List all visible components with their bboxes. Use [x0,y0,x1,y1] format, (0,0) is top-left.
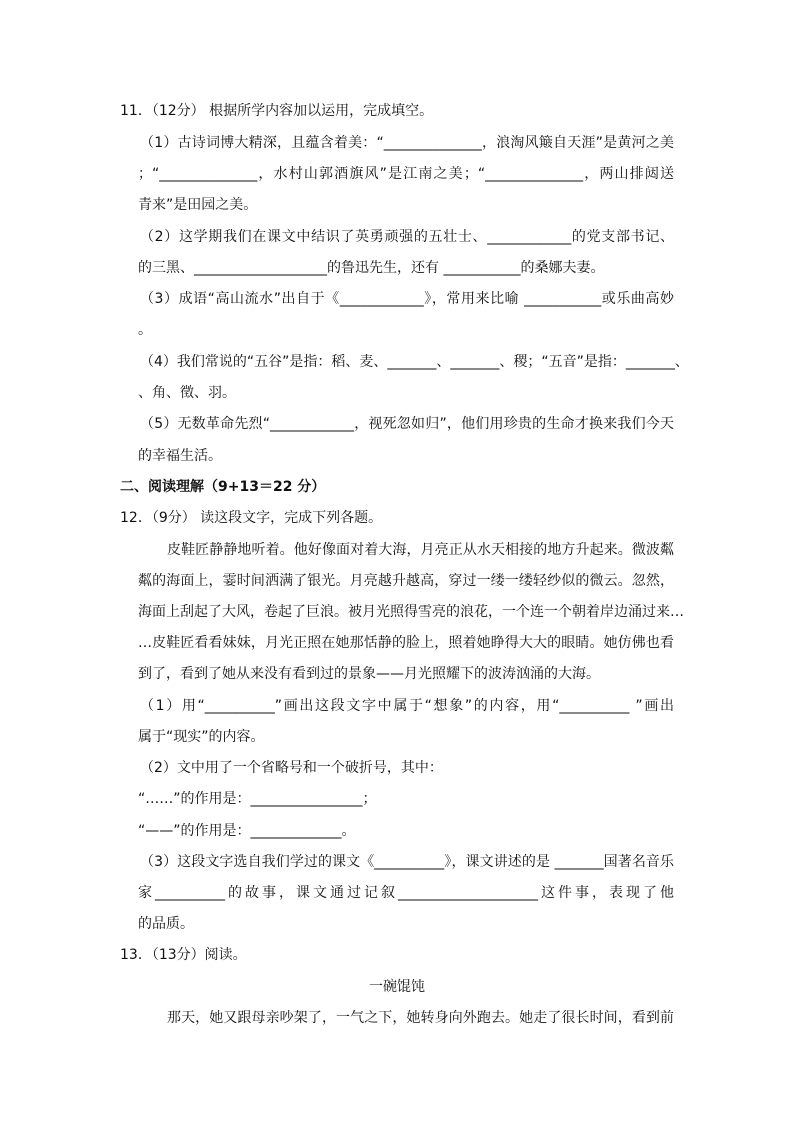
q12-item2-ellipsis: “……”的作用是：________________； [138,791,377,807]
passage-line-3: 海面上刮起了大风，卷起了巨浪。被月光照得雪亮的浪花，一个连一个朝着岸边涌过来… [138,604,684,620]
q11-item1-line2: ；“______________，水村山郭酒旗风”是江南之美；“______________，两山排闼送 [138,166,674,182]
passage-line-4: …皮鞋匠看看妹妹，月光正照在她那恬静的脸上，照着她睁得大大的眼睛。她仿佛也看 [138,635,674,651]
q11-item3-line1: （3）成语“高山流水”出自于《____________》，常用来比喻 ___________或乐曲高妙 [140,291,674,307]
q11-item5-line1: （5）无数革命先烈“____________，视死忽如归”，他们用珍贵的生命才换来我们今天 [140,416,674,432]
question-12-heading: 12．（9分） 读这段文字，完成下列各题。 [120,510,383,526]
q11-item1-line3: 青来”是田园之美。 [138,197,258,213]
passage-line-5: 到了，看到了她从来没有看到过的景象——月光照耀下的波涛汹涌的大海。 [138,666,600,682]
q11-item4-line2: 、角、徵、羽。 [138,385,236,401]
q11-item1-line1: （1）古诗词博大精深，且蕴含着美：“______________，浪淘风簸自天涯”是黄河之美 [140,135,674,151]
q12-item2-dash: “——”的作用是：_____________。 [138,823,356,839]
q11-item5-line2: 的幸福生活。 [138,448,222,464]
passage-line-1: 皮鞋匠静静地听着。他好像面对着大海，月亮正从水天相接的地方升起来。微波粼 [167,542,674,558]
q11-item2-line1: （2）这学期我们在课文中结识了英勇顽强的五壮士、____________的党支部书记、 [140,229,674,245]
q11-item4-line1: （4）我们常说的“五谷”是指：稻、麦、_______、_______、稷；“五音”是指：_______、 [140,354,689,370]
q12-item2-line1: （2）文中用了一个省略号和一个破折号，其中： [140,760,443,776]
passage-line-2: 粼的海面上，霎时间洒满了银光。月亮越升越高，穿过一缕一缕轻纱似的微云。忽然， [138,573,674,589]
q12-item3-line3: 的品质。 [138,916,194,932]
question-11-heading: 11．（12分） 根据所学内容加以运用，完成填空。 [120,103,434,119]
q12-item1-line1: （1）用“__________”画出这段文字中属于“想象”的内容，用“__________ ”画出 [140,698,674,714]
q12-item1-line2: 属于“现实”的内容。 [138,729,265,745]
q11-item3-line2: 。 [138,322,152,338]
question-13-heading: 13．（13分）阅读。 [120,947,247,963]
story-title: 一碗馄饨 [369,979,425,995]
q11-item2-line2: 的三黑、___________________的鲁迅先生，还有 ___________的桑娜夫妻。 [138,260,605,276]
section-2-heading: 二、阅读理解（9+13＝22 分） [120,479,326,495]
story-line-1: 那天，她又跟母亲吵架了，一气之下，她转身向外跑去。她走了很长时间，看到前 [167,1010,674,1026]
q12-item3-line2: 家__________的故事，课文通过记叙____________________这件事，表现了他 [138,885,674,901]
q12-item3-line1: （3）这段文字选自我们学过的课文《__________》，课文讲述的是 _______国著名音乐 [140,854,674,870]
